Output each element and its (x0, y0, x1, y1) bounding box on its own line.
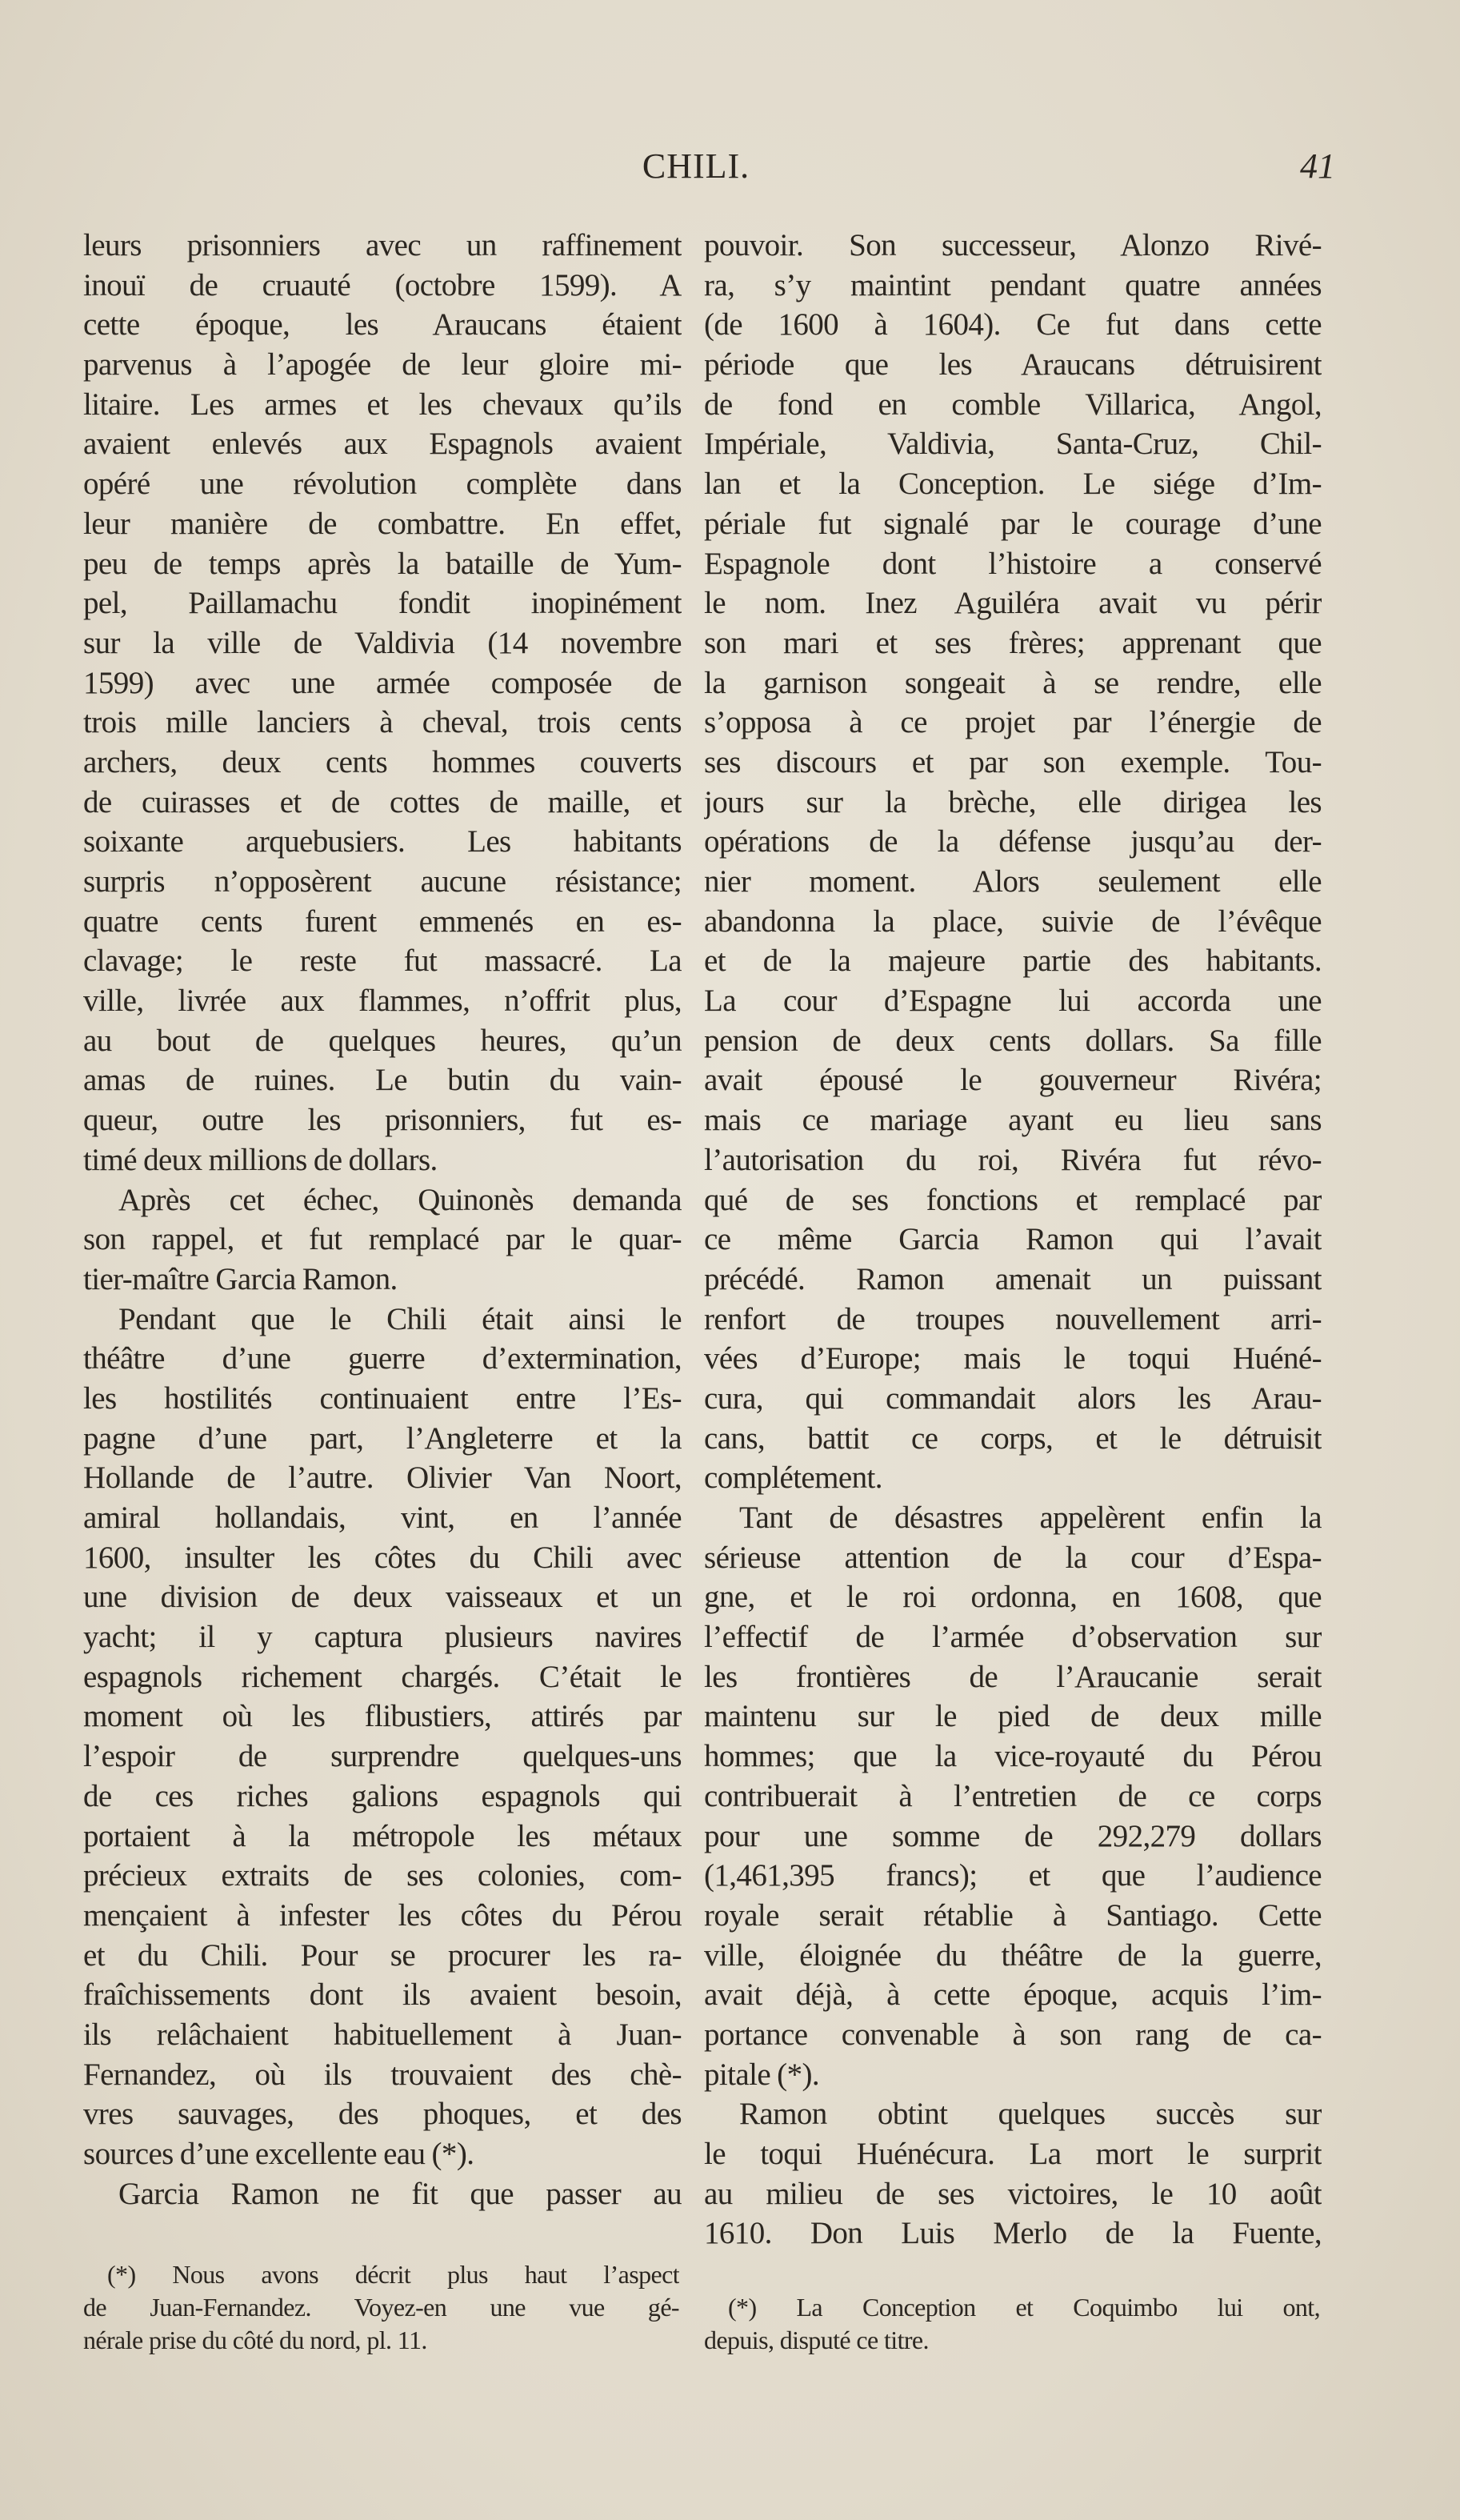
text-line: l’autorisation du roi, Rivéra fut révo- (704, 1142, 1322, 1177)
text-line: nérale prise du côté du nord, pl. 11. (83, 2326, 427, 2354)
text-line: contribuerait à l’entretien de ce corps (704, 1778, 1322, 1813)
text-line: Pendant que le Chili était ainsi le (118, 1301, 682, 1336)
text-line: mais ce mariage ayant eu lieu sans (704, 1103, 1322, 1138)
text-line: lan et la Conception. Le siége d’Im- (704, 467, 1322, 502)
text-line: théâtre d’une guerre d’extermination, (83, 1341, 682, 1376)
text-line: son mari et ses frères; apprenant que (704, 625, 1322, 660)
text-line: (1,461,395 francs); et que l’audience (704, 1858, 1322, 1893)
text-line: pour une somme de 292,279 dollars (704, 1818, 1322, 1853)
text-line: avait déjà, à cette époque, acquis l’im- (704, 1977, 1322, 2013)
running-title: CHILI. (642, 146, 750, 186)
text-line: hommes; que la vice-royauté du Pérou (704, 1739, 1322, 1774)
text-line: l’effectif de l’armée d’observation sur (704, 1620, 1322, 1655)
text-line: soixante arquebusiers. Les habitants (83, 824, 682, 859)
text-line: périale fut signalé par le courage d’une (704, 506, 1322, 541)
text-line: de Juan-Fernandez. Voyez-en une vue gé- (83, 2293, 679, 2322)
text-line: période que les Araucans détruisirent (704, 347, 1322, 383)
text-line: mençaient à infester les côtes du Pérou (83, 1897, 682, 1933)
text-line: pitale (*). (704, 2057, 820, 2092)
text-line: ville, livrée aux flammes, n’offrit plus, (83, 984, 682, 1019)
text-line: son rappel, et fut remplacé par le quar- (83, 1222, 682, 1257)
text-line: ils relâchaient habituellement à Juan- (83, 2017, 682, 2052)
text-line: avaient enlevés aux Espagnols avaient (83, 427, 682, 462)
text-line: moment où les flibustiers, attirés par (83, 1699, 682, 1734)
text-line: Fernandez, où ils trouvaient des chè- (83, 2057, 682, 2092)
text-line: surpris n’opposèrent aucune résistance; (83, 864, 682, 899)
text-line: amiral hollandais, vint, en l’année (83, 1500, 682, 1535)
text-line: opérations de la défense jusqu’au der- (704, 824, 1322, 859)
text-line: 1600, insulter les côtes du Chili avec (83, 1540, 682, 1575)
text-line: de cuirasses et de cottes de maille, et (83, 784, 682, 819)
text-line: portance convenable à son rang de ca- (704, 2017, 1322, 2052)
text-line: inouï de cruauté (octobre 1599). A (83, 267, 682, 302)
text-line: s’opposa à ce projet par l’énergie de (704, 705, 1322, 740)
text-line: ce même Garcia Ramon qui l’avait (704, 1222, 1322, 1257)
text-line: peu de temps après la bataille de Yum- (83, 546, 682, 581)
text-line: précieux extraits de ses colonies, com- (83, 1858, 682, 1893)
text-line: litaire. Les armes et les chevaux qu’ils (83, 387, 682, 422)
text-line: tier-maître Garcia Ramon. (83, 1261, 398, 1296)
text-line: et du Chili. Pour se procurer les ra- (83, 1937, 682, 1973)
text-line: renfort de troupes nouvellement arri- (704, 1301, 1322, 1336)
text-line: complétement. (704, 1460, 882, 1496)
text-line: cura, qui commandait alors les Arau- (704, 1380, 1322, 1416)
text-line: depuis, disputé ce titre. (704, 2326, 929, 2354)
text-line: maintenu sur le pied de deux mille (704, 1699, 1322, 1734)
text-line: abandonna la place, suivie de l’évêque (704, 903, 1322, 939)
text-line: une division de deux vaisseaux et un (83, 1580, 682, 1615)
text-line: quatre cents furent emmenés en es- (83, 903, 682, 939)
text-line: archers, deux cents hommes couverts (83, 744, 682, 779)
text-line: Ramon obtint quelques succès sur (739, 2097, 1322, 2132)
text-line: pension de deux cents dollars. Sa fille (704, 1023, 1322, 1058)
text-line: royale serait rétablie à Santiago. Cette (704, 1897, 1322, 1933)
page-number: 41 (1300, 146, 1335, 186)
text-line: Hollande de l’autre. Olivier Van Noort, (83, 1460, 682, 1496)
text-line: de fond en comble Villarica, Angol, (704, 387, 1322, 422)
text-line: espagnols richement chargés. C’était le (83, 1659, 682, 1694)
text-line: ses discours et par son exemple. Tou- (704, 744, 1322, 779)
text-line: portaient à la métropole les métaux (83, 1818, 682, 1853)
text-line: 1599) avec une armée composée de (83, 665, 682, 700)
text-line: de ces riches galions espagnols qui (83, 1778, 682, 1813)
text-line: Tant de désastres appelèrent enfin la (739, 1500, 1322, 1535)
text-line: précédé. Ramon amenait un puissant (704, 1261, 1322, 1296)
text-line: fraîchissements dont ils avaient besoin, (83, 1977, 682, 2013)
text-line: sources d’une excellente eau (*). (83, 2137, 474, 2171)
text-line: sérieuse attention de la cour d’Espa- (704, 1540, 1322, 1575)
text-line: clavage; le reste fut massacré. La (83, 943, 682, 979)
text-line: leur manière de combattre. En effet, (83, 506, 682, 541)
text-line: (de 1600 à 1604). Ce fut dans cette (704, 307, 1322, 343)
text-line: Après cet échec, Quinonès demanda (118, 1182, 682, 1217)
text-line: au milieu de ses victoires, le 10 août (704, 2176, 1322, 2211)
footnote-right (704, 2291, 1320, 2357)
text-line: cette époque, les Araucans étaient (83, 307, 682, 343)
footnote-left (83, 2258, 679, 2357)
text-line: la garnison songeait à se rendre, elle (704, 665, 1322, 700)
text-line: ra, s’y maintint pendant quatre années (704, 267, 1322, 302)
text-line: avait épousé le gouverneur Rivéra; (704, 1063, 1322, 1098)
text-line: le nom. Inez Aguiléra avait vu périr (704, 586, 1322, 621)
text-line: nier moment. Alors seulement elle (704, 864, 1322, 899)
text-line: au bout de quelques heures, qu’un (83, 1023, 682, 1058)
text-line: trois mille lanciers à cheval, trois cents (83, 705, 682, 740)
text-line: opéré une révolution complète dans (83, 467, 682, 502)
text-line: cans, battit ce corps, et le détruisit (704, 1420, 1322, 1456)
text-line: Impériale, Valdivia, Santa-Cruz, Chil- (704, 427, 1322, 462)
text-line: sur la ville de Valdivia (14 novembre (83, 625, 682, 660)
text-line: les hostilités continuaient entre l’Es- (83, 1380, 682, 1416)
text-line: le toqui Huénécura. La mort le surprit (704, 2137, 1322, 2171)
text-line: vres sauvages, des phoques, et des (83, 2097, 682, 2132)
text-line: parvenus à l’apogée de leur gloire mi- (83, 347, 682, 383)
text-line: (*) La Conception et Coquimbo lui ont, (728, 2293, 1320, 2322)
text-line: Espagnole dont l’histoire a conservé (704, 546, 1322, 581)
text-line: ville, éloignée du théâtre de la guerre, (704, 1937, 1322, 1973)
text-line: yacht; il y captura plusieurs navires (83, 1620, 682, 1655)
text-line: les frontières de l’Araucanie serait (704, 1659, 1322, 1694)
text-line: et de la majeure partie des habitants. (704, 943, 1322, 979)
text-line: (*) Nous avons décrit plus haut l’aspect (107, 2260, 679, 2289)
text-line: l’espoir de surprendre quelques-uns (83, 1739, 682, 1774)
text-line: jours sur la brèche, elle dirigea les (704, 784, 1322, 819)
text-line: pel, Paillamachu fondit inopinément (83, 586, 682, 621)
text-line: vées d’Europe; mais le toqui Huéné- (704, 1341, 1322, 1376)
text-line: La cour d’Espagne lui accorda une (704, 984, 1322, 1019)
text-line: pouvoir. Son successeur, Alonzo Rivé- (704, 228, 1322, 262)
right-column (704, 226, 1322, 2254)
text-line: gne, et le roi ordonna, en 1608, que (704, 1580, 1322, 1615)
text-line: timé deux millions de dollars. (83, 1142, 438, 1177)
text-line: Garcia Ramon ne fit que passer au (118, 2176, 682, 2211)
text-line: queur, outre les prisonniers, fut es- (83, 1103, 682, 1138)
text-line: pagne d’une part, l’Angleterre et la (83, 1420, 682, 1456)
left-column (83, 226, 682, 2214)
text-line: leurs prisonniers avec un raffinement (83, 228, 682, 262)
text-line: qué de ses fonctions et remplacé par (704, 1182, 1322, 1217)
text-line: 1610. Don Luis Merlo de la Fuente, (704, 2216, 1322, 2251)
text-line: amas de ruines. Le butin du vain- (83, 1063, 682, 1098)
